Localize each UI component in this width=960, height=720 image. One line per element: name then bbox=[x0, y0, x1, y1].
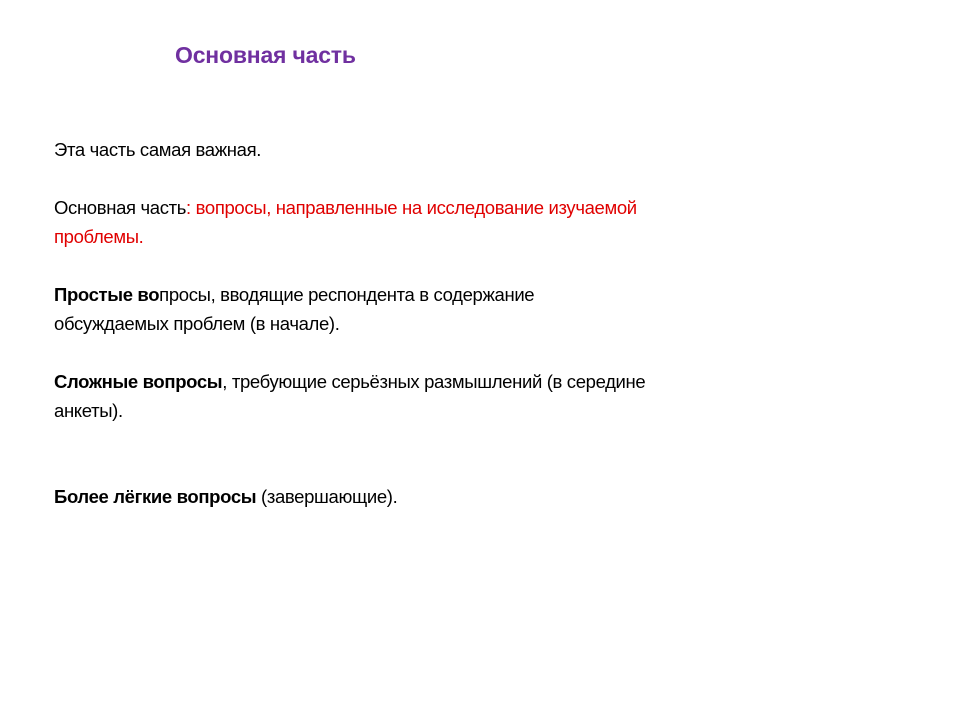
complex-questions-text: , требующие серьёзных размышлений (в середине bbox=[222, 371, 646, 392]
paragraph-line bbox=[54, 280, 534, 309]
main-part-label: Основная часть bbox=[54, 197, 187, 218]
complex-questions-text-cont: анкеты). bbox=[54, 400, 123, 421]
slide-title: Основная часть bbox=[175, 42, 356, 68]
simple-questions-text: просы, вводящие респондента в содержание bbox=[159, 284, 535, 305]
easy-questions-bold: Более лёгкие вопросы bbox=[54, 486, 257, 507]
paragraph-line bbox=[54, 367, 645, 396]
paragraph-complex-questions bbox=[54, 367, 645, 425]
paragraph-easy-questions bbox=[54, 482, 397, 511]
main-part-definition-highlight: : вопросы, направленные на исследование изучаемой bbox=[186, 197, 637, 218]
paragraph-intro bbox=[54, 135, 261, 164]
paragraph-main-part-definition bbox=[54, 193, 637, 251]
paragraph-line bbox=[54, 482, 397, 511]
paragraph-line bbox=[54, 193, 637, 222]
simple-questions-bold: Простые во bbox=[54, 284, 160, 305]
main-part-definition-highlight-cont: проблемы. bbox=[54, 226, 144, 247]
complex-questions-bold: Сложные вопросы bbox=[54, 371, 223, 392]
easy-questions-text: (завершающие). bbox=[256, 486, 398, 507]
simple-questions-text-cont: обсуждаемых проблем (в начале). bbox=[54, 313, 340, 334]
paragraph-intro-text: Эта часть самая важная. bbox=[54, 139, 262, 160]
paragraph-simple-questions bbox=[54, 280, 534, 338]
